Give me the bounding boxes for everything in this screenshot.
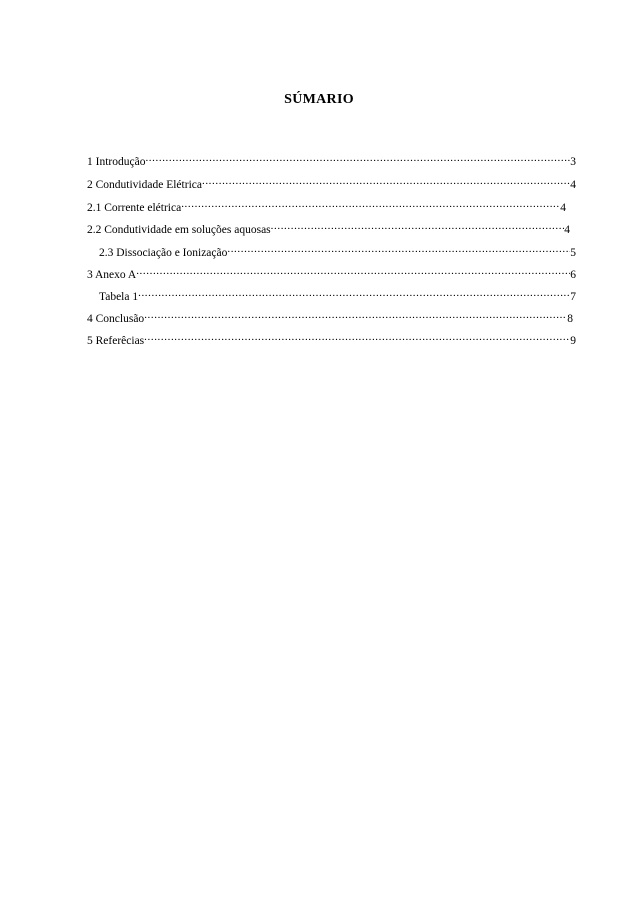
toc-dot-leader (138, 286, 570, 300)
toc-dot-leader (202, 174, 570, 188)
toc-dot-leader (136, 264, 570, 278)
toc-entry-conclusao[interactable] (87, 308, 573, 325)
toc-page-number: 5 (570, 247, 576, 259)
toc-entry-label: 4 Conclusão (87, 313, 145, 325)
toc-entry-tabela-1[interactable] (99, 286, 576, 303)
toc-entry-label: 1 Introdução (87, 156, 146, 168)
toc-entry-label: Tabela 1 (99, 291, 139, 303)
toc-page-number: 8 (567, 313, 573, 325)
toc-dot-leader (181, 197, 560, 211)
toc-page-number: 4 (570, 179, 576, 191)
toc-entry-label: 5 Referêcias (87, 335, 145, 347)
toc-entry-label: 2.2 Condutividade em soluções aquosas (87, 224, 271, 236)
toc-entry-label: 3 Anexo A (87, 269, 137, 281)
page-title: SÚMARIO (284, 92, 354, 107)
toc-page-number: 9 (570, 335, 576, 347)
toc-dot-leader (145, 151, 570, 165)
toc-page-number: 4 (564, 224, 570, 236)
toc-page-number: 6 (570, 269, 576, 281)
toc-entry-label: 2.1 Corrente elétrica (87, 202, 182, 214)
toc-dot-leader (227, 242, 570, 256)
toc-entry-label: 2 Condutividade Elétrica (87, 179, 202, 191)
toc-dot-leader (144, 330, 570, 344)
toc-dot-leader (144, 308, 567, 322)
toc-dot-leader (271, 219, 565, 233)
toc-entry-condutividade-eletrica[interactable] (87, 174, 576, 191)
toc-entry-anexo-a[interactable] (87, 264, 576, 281)
toc-entry-introducao[interactable] (87, 151, 576, 168)
toc-page-number: 7 (570, 291, 576, 303)
toc-entry-condutividade-solucoes[interactable] (87, 219, 570, 236)
toc-entry-corrente-eletrica[interactable] (87, 197, 566, 214)
toc-page-number: 4 (560, 202, 566, 214)
toc-entry-label: 2.3 Dissociação e Ionização (99, 247, 228, 259)
toc-page-number: 3 (570, 156, 576, 168)
toc-entry-referencias[interactable] (87, 330, 576, 347)
toc-entry-dissociacao-ionizacao[interactable] (99, 242, 576, 259)
